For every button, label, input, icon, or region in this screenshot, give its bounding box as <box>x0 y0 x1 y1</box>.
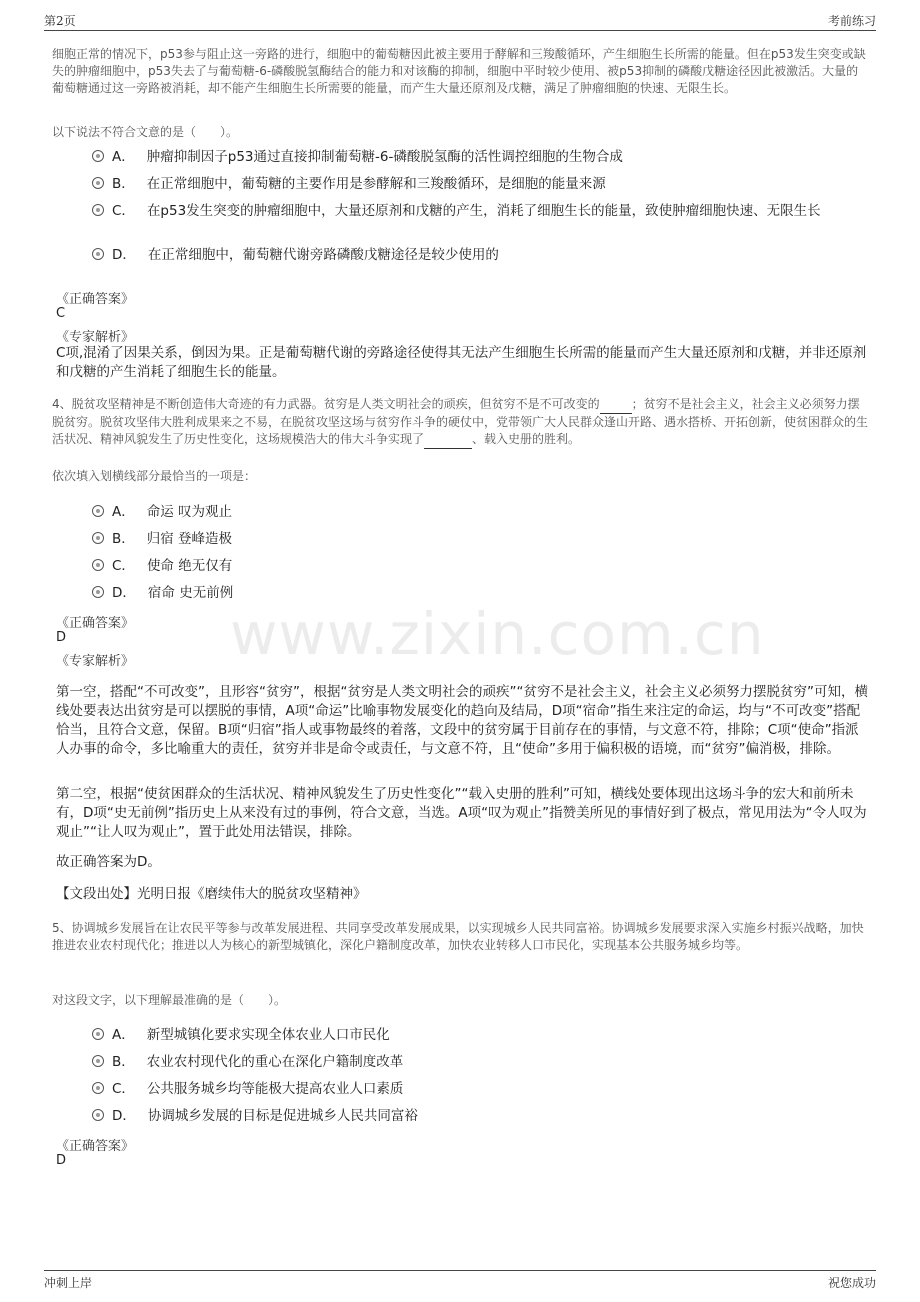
radio-icon[interactable] <box>92 248 104 260</box>
q5-option-a[interactable]: A． 新型城镇化要求实现全体农业人口市民化 <box>92 1025 868 1045</box>
q4-passage: 4、脱贫攻坚精神是不断创造伟大奇迹的有力武器。贫穷是人类文明社会的顽疾，但贫穷不是不可改变的 ；贫穷不是社会主义，社会主义必须努力摆脱贫穷。脱贫攻坚伟大胜利成果来之不易，在脱贫攻坚这场与贫穷作斗争的硬仗中，党带领广大人民群众逢山开路、遇水搭桥、开拓创新，使贫困群众的生活状况、精神风貌发生了历史性变化，这场规模浩大的伟大斗争实现了 、载入史册的胜利。 <box>52 396 868 449</box>
radio-icon[interactable] <box>92 586 104 598</box>
blank-2 <box>424 431 472 449</box>
q5-option-d[interactable]: D． 协调城乡发展的目标是促进城乡人民共同富裕 <box>92 1106 868 1126</box>
radio-icon[interactable] <box>92 1055 104 1067</box>
radio-icon[interactable] <box>92 532 104 544</box>
blank-1 <box>600 396 632 414</box>
radio-icon[interactable] <box>92 150 104 162</box>
q5-stem: 对这段文字，以下理解最准确的是（ ）。 <box>52 993 287 1007</box>
q5-answer-label: 《正确答案》 <box>56 1139 135 1154</box>
q3-answer: C <box>56 306 66 321</box>
q4-analysis-2: 第二空，根据“使贫困群众的生活状况、精神风貌发生了历史性变化”“载入史册的胜利”可知，横线处要体现出这场斗争的宏大和前所未有，D项“史无前例”指历史上从来没有过的事例，符合文意，当选。A项“叹为观止”指赞美所见的事情好到了极点，常见用法为“令人叹为观止”“让人叹为观止”，置于此处用法错误，排除。 <box>56 786 867 840</box>
q3-analysis: C项,混淆了因果关系，倒因为果。正是葡萄糖代谢的旁路途径使得其无法产生细胞生长所需的能量而产生大量还原剂和戊糖，并非还原剂和戊糖的产生消耗了细胞生长的能量。 <box>56 345 867 380</box>
radio-icon[interactable] <box>92 1109 104 1121</box>
q3-stem: 以下说法不符合文意的是（ ）。 <box>52 125 239 139</box>
q3-answer-label: 《正确答案》 <box>56 292 135 307</box>
header-section: 考前练习 <box>827 14 876 28</box>
q4-option-c[interactable]: C． 使命 绝无仅有 <box>92 556 868 576</box>
q4-answer: D <box>56 630 67 645</box>
q4-source: 【文段出处】光明日报《磨续伟大的脱贫攻坚精神》 <box>56 886 367 902</box>
q5-option-c[interactable]: C． 公共服务城乡均等能极大提高农业人口素质 <box>92 1079 868 1099</box>
footer-right: 祝您成功 <box>827 1276 876 1290</box>
q5-passage: 5、协调城乡发展旨在让农民平等参与改革发展进程、共同享受改革发展成果，以实现城乡人民共同富裕。协调城乡发展要求深入实施乡村振兴战略，加快推进农业农村现代化；推进以人为核心的新型城镇化，深化户籍制度改革，加快农业转移人口市民化，实现基本公共服务城乡均等。 <box>52 921 864 952</box>
radio-icon[interactable] <box>92 559 104 571</box>
footer-left: 冲刺上岸 <box>44 1276 93 1290</box>
radio-icon[interactable] <box>92 204 104 216</box>
radio-icon[interactable] <box>92 1082 104 1094</box>
q4-option-b[interactable]: B． 归宿 登峰造极 <box>92 529 868 549</box>
q3-option-b[interactable]: B． 在正常细胞中，葡萄糖的主要作用是参酵解和三羧酸循环，是细胞的能量来源 <box>92 174 868 194</box>
q4-option-d[interactable]: D． 宿命 史无前例 <box>92 583 868 603</box>
q3-option-a[interactable]: A． 肿瘤抑制因子p53通过直接抑制葡萄糖-6-磷酸脱氢酶的活性调控细胞的生物合成 <box>92 147 868 167</box>
radio-icon[interactable] <box>92 177 104 189</box>
radio-icon[interactable] <box>92 1028 104 1040</box>
page-footer <box>44 1270 876 1295</box>
q4-analysis-3: 故正确答案为D。 <box>56 854 161 870</box>
q4-analysis-label: 《专家解析》 <box>56 654 135 669</box>
q5-option-b[interactable]: B． 农业农村现代化的重心在深化户籍制度改革 <box>92 1052 868 1072</box>
q4-stem: 依次填入划横线部分最恰当的一项是： <box>52 469 257 483</box>
radio-icon[interactable] <box>92 505 104 517</box>
q3-passage: 细胞正常的情况下，p53参与阻止这一旁路的进行，细胞中的葡萄糖因此被主要用于酵解和三羧酸循环，产生细胞生长所需的能量。但在p53发生突变或缺失的肿瘤细胞中，p53失去了与葡萄糖-6-磷酸脱氢酶结合的能力和对该酶的抑制，细胞中平时较少使用、被p53抑制的磷酸戊糖途径因此被激活。大量的葡萄糖通过这一旁路被消耗，却不能产生细胞生长所需要的能量，而产生大量还原剂及戊糖，满足了肿瘤细胞的快速、无限生长。 <box>52 47 866 95</box>
q3-option-d[interactable]: D． 在正常细胞中，葡萄糖代谢旁路磷酸戊糖途径是较少使用的 <box>92 245 868 265</box>
page-number: 第2页 <box>44 14 76 28</box>
q5-answer: D <box>56 1153 67 1168</box>
q4-analysis-1: 第一空，搭配“不可改变”，且形容“贫穷”，根据“贫穷是人类文明社会的顽疾”“贫穷不是社会主义，社会主义必须努力摆脱贫穷”可知，横线处要表达出贫穷是可以摆脱的事情，A项“命运”比喻事物发展变化的趋向及结局，D项“宿命”指生来注定的命运，均与“不可改变”搭配恰当，且符合文意，保留。B项“归宿”指人或事物最终的着落，文段中的贫穷属于目前存在的事情，与文意不符，排除；C项“使命”指派人办事的命令，多比喻重大的责任，贫穷并非是命令或责任，与文意不符，且“使命”多用于偏积极的语境，而“贫穷”偏消极，排除。 <box>56 684 868 757</box>
q3-analysis-label: 《专家解析》 <box>56 330 135 345</box>
q4-option-a[interactable]: A． 命运 叹为观止 <box>92 502 868 522</box>
q4-answer-label: 《正确答案》 <box>56 616 135 631</box>
page-header <box>44 10 876 31</box>
q3-option-c[interactable]: C． 在p53发生突变的肿瘤细胞中，大量还原剂和戊糖的产生，消耗了细胞生长的能量，致使肿瘤细胞快速、无限生长 <box>92 201 868 221</box>
watermark: www.zixin.com.cn <box>230 600 765 668</box>
